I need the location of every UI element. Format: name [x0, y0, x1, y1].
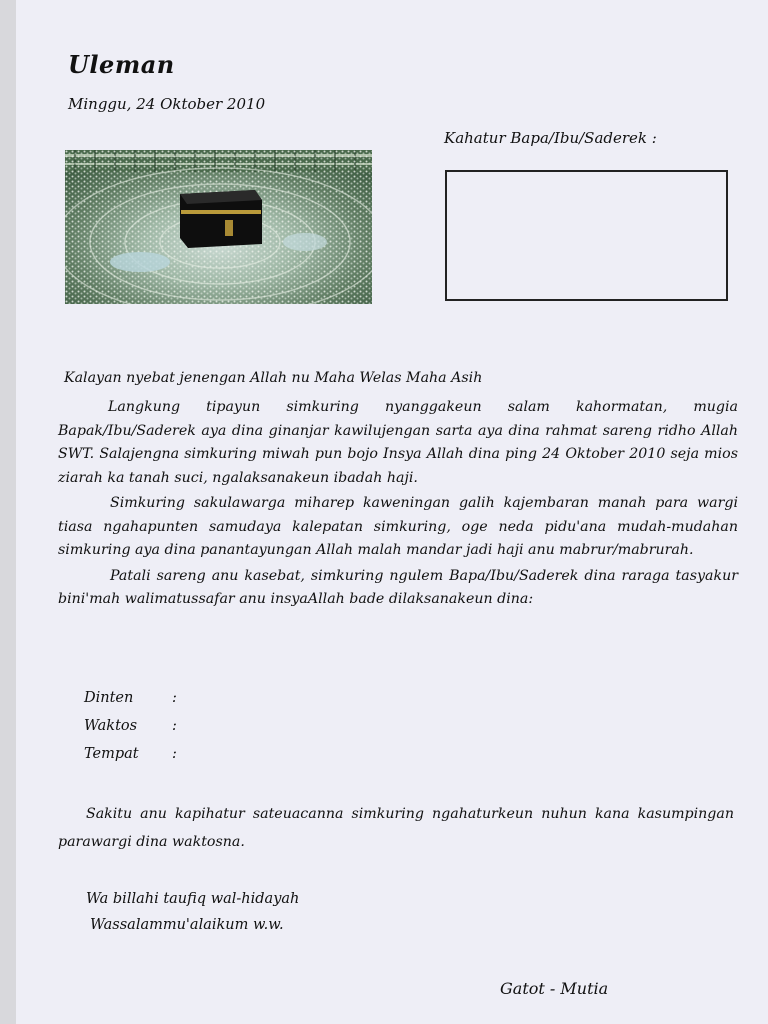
- body-paragraph: Patali sareng anu kasebat, simkuring ngulem Bapa/Ibu/Saderek dina raraga tasyakur bini'mah walimatussafar anu insyaAllah bade dilaksanakeun dina:: [58, 567, 738, 607]
- closing-text: Sakitu anu kapihatur sateuacanna simkuring ngahaturkeun nuhun kana kasumpingan parawargi dina waktosna.: [58, 806, 734, 850]
- blessing-block: [86, 886, 299, 938]
- address-box: [445, 170, 728, 301]
- detail-label: Tempat: [84, 746, 139, 762]
- body-paragraph: Simkuring sakulawarga miharep kaweningan galih kajembaran manah para wargi tiasa ngahapunten samudaya kalepatan simkuring, oge neda pidu'ana mudah-mudahan simkuring aya dina panantayungan Allah malah mandar jadi haji anu mabrur/mabrurah.: [58, 495, 738, 558]
- greeting-line: Kalayan nyebat jenengan Allah nu Maha Welas Maha Asih: [64, 370, 483, 386]
- body-paragraph: Langkung tipayun simkuring nyanggakeun salam kahormatan, mugia Bapak/Ibu/Saderek aya dina ginanjar kawilujengan sarta aya dina rahmat sareng ridho Allah SWT. Salajengna simkuring miwah pun bojo Insya Allah dina ping 24 Oktober 2010 seja mios ziarah ka tanah suci, ngalaksanakeun ibadah haji.: [58, 399, 738, 486]
- detail-separator: :: [172, 690, 177, 706]
- detail-label: Waktos: [84, 718, 138, 734]
- detail-separator: :: [172, 746, 177, 762]
- invitation-page: [16, 0, 768, 1024]
- address-label: Kahatur Bapa/Ibu/Saderek :: [444, 129, 657, 147]
- detail-label: Dinten: [84, 690, 134, 706]
- detail-row-day: [84, 684, 177, 712]
- letter-body: [58, 396, 738, 614]
- event-details: [84, 684, 177, 768]
- letter-date: Minggu, 24 Oktober 2010: [68, 95, 266, 113]
- signature: Gatot - Mutia: [500, 979, 609, 998]
- kaaba-photo: [65, 150, 372, 304]
- closing-paragraph: [58, 800, 734, 856]
- letter-title: Uleman: [68, 50, 175, 79]
- detail-separator: :: [172, 718, 177, 734]
- blessing-line: Wassalammu'alaikum w.w.: [90, 917, 284, 933]
- detail-row-place: [84, 740, 177, 768]
- blessing-line: Wa billahi taufiq wal-hidayah: [86, 891, 300, 907]
- detail-row-time: [84, 712, 177, 740]
